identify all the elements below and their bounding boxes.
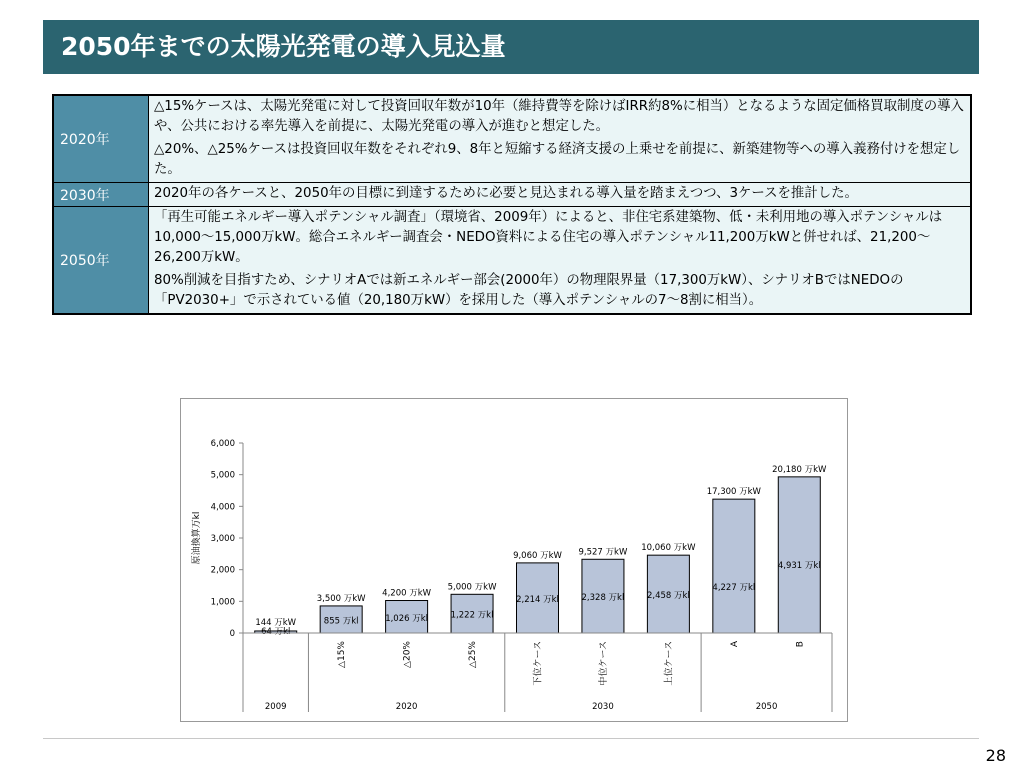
- value-label: 4,227 万kl: [712, 583, 756, 594]
- y-tick-label: 3,000: [210, 534, 235, 544]
- y-tick-label: 1,000: [210, 597, 235, 608]
- bar: [778, 477, 820, 633]
- table-row: [53, 207, 971, 315]
- y-tick-label: 2,000: [210, 565, 235, 576]
- group-label: 2030: [592, 702, 614, 712]
- chart-frame: [180, 398, 848, 722]
- value-label: 2,328 万kl: [581, 593, 625, 604]
- value-label: 1,026 万kl: [385, 613, 429, 624]
- y-tick-label: 0: [229, 629, 235, 639]
- value-label: 855 万kl: [323, 616, 359, 627]
- title-bar: [43, 20, 979, 74]
- description-paragraph: 80%削減を目指すため、シナリオAでは新エネルギー部会(2000年）の物理限界量（17,300万kW）、シナリオBではNEDOの「PV2030+」で示されている値（20,180万kW）を採用した（導入ポテンシャルの7～8割に相当）。: [154, 273, 904, 308]
- capacity-label: 144 万kW: [255, 618, 297, 628]
- category-label: 下位ケース: [533, 641, 544, 686]
- value-label: 2,458 万kl: [646, 591, 690, 602]
- bar-chart: [181, 399, 847, 721]
- group-label: 2009: [264, 702, 287, 712]
- capacity-label: 10,060 万kW: [641, 543, 696, 554]
- category-label: A: [729, 641, 740, 648]
- capacity-label: 3,500 万kW: [316, 593, 366, 604]
- scenario-table: [52, 94, 972, 315]
- capacity-label: 17,300 万kW: [706, 487, 761, 498]
- slide-title: 2050年までの太陽光発電の導入見込量: [61, 32, 506, 61]
- category-label: 上位ケース: [664, 641, 675, 686]
- group-label: 2020: [395, 702, 418, 712]
- description-paragraph: 「再生可能エネルギー導入ポテンシャル調査」（環境省、2009年）によると、非住宅系建築物、低・未利用地の導入ポテンシャルは10,000～15,000万kW。総合エネルギー調査会・NEDO資料による住宅の導入ポテンシャル11,200万kWと併せれば、21,200～26,200万kW。: [154, 210, 943, 265]
- page-number: 28: [985, 746, 1006, 765]
- capacity-label: 5,000 万kW: [447, 582, 497, 593]
- value-label: 1,222 万kl: [450, 610, 494, 621]
- capacity-label: 20,180 万kW: [772, 464, 827, 475]
- year-cell: 2030年: [53, 183, 149, 207]
- category-label: 中位ケース: [598, 641, 609, 686]
- description-paragraph: △15%ケースは、太陽光発電に対して投資回収年数が10年（維持費等を除けばIRR約8%に相当）となるような固定価格買取制度の導入や、公共における率先導入を前提に、太陽光発電の導入が進むと想定した。: [154, 99, 964, 134]
- y-tick-label: 5,000: [210, 470, 235, 481]
- description-cell: [149, 207, 972, 315]
- value-label: 2,214 万kl: [516, 594, 559, 605]
- y-axis-title: 原油換算万kl: [192, 511, 202, 565]
- group-label: 2050: [755, 702, 778, 712]
- bar: [713, 499, 755, 633]
- capacity-label: 9,527 万kW: [578, 547, 628, 558]
- description-cell: [149, 183, 972, 207]
- category-label: △20%: [402, 641, 413, 668]
- category-label: △25%: [468, 641, 479, 668]
- capacity-label: 4,200 万kW: [382, 588, 432, 599]
- value-label: 64 万kl: [261, 627, 291, 637]
- y-tick-label: 4,000: [210, 502, 235, 513]
- y-tick-label: 6,000: [210, 439, 235, 449]
- capacity-label: 9,060 万kW: [513, 550, 562, 561]
- table-row: [53, 183, 971, 207]
- footer-divider: [43, 738, 979, 739]
- description-paragraph: △20%、△25%ケースは投資回収年数をそれぞれ9、8年と短縮する経済支援の上乗せを前提に、新築建物等への導入義務付けを想定した。: [154, 142, 961, 177]
- category-label: B: [795, 641, 806, 648]
- year-cell: 2050年: [53, 207, 149, 315]
- year-cell: 2020年: [53, 95, 149, 183]
- category-label: △15%: [337, 641, 348, 668]
- description-paragraph: 2020年の各ケースと、2050年の目標に到達するために必要と見込まれる導入量を踏まえつつ、3ケースを推計した。: [154, 186, 858, 201]
- description-cell: [149, 95, 972, 183]
- value-label: 4,931 万kl: [777, 560, 821, 571]
- table-row: [53, 95, 971, 183]
